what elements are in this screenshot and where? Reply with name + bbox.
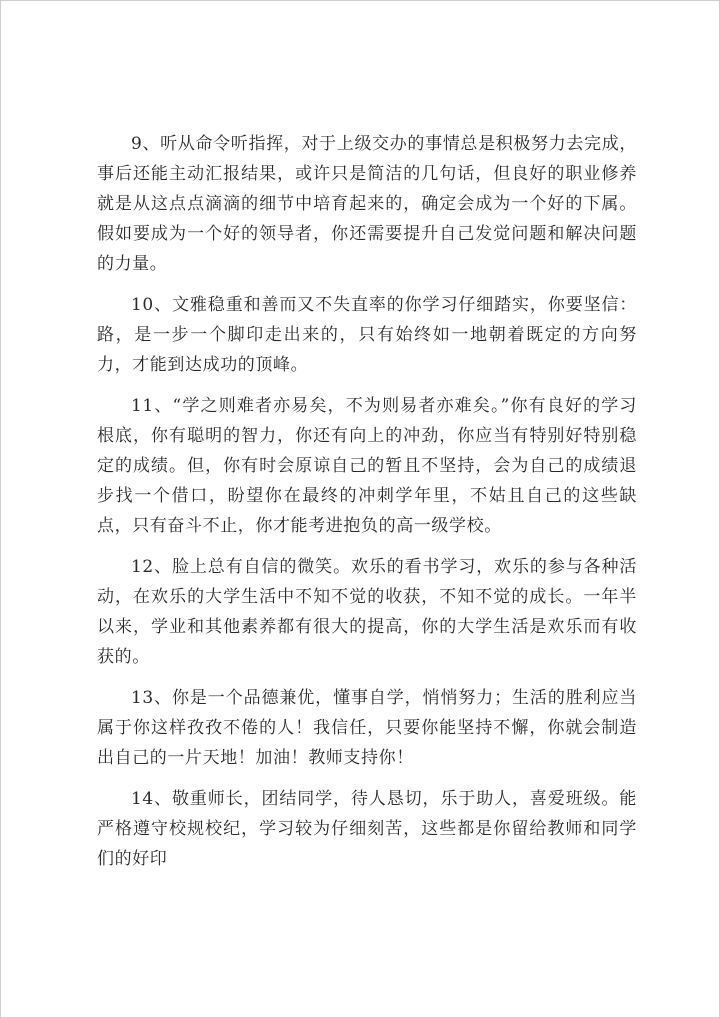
paragraph-10: 10、文雅稳重和善而又不失直率的你学习仔细踏实，你要坚信：路，是一步一个脚印走出来的，只有始终如一地朝着既定的方向努力，才能到达成功的顶峰。 — [97, 295, 637, 375]
paragraph-14: 14、敬重师长，团结同学，待人恳切，乐于助人，喜爱班级。能严格遵守校规校纪，学习较为仔细刻苦，这些都是你留给教师和同学们的好印 — [97, 789, 637, 869]
paragraph-13: 13、你是一个品德兼优，懂事自学，悄悄努力；生活的胜利应当属于你这样孜孜不倦的人！我信任，只要你能坚持不懈，你就会制造出自己的一片天地！加油！教师支持你！ — [97, 688, 637, 768]
paragraph-11: 11、“学之则难者亦易矣，不为则易者亦难矣。”你有良好的学习根底，你有聪明的智力，你还有向上的冲劲，你应当有特别好特别稳定的成绩。但，你有时会原谅自己的暂且不坚持，会为自己的成绩退步找一个借口，盼望你在最终的冲刺学年里，不姑且自己的这些缺点，只有奋斗不止，你才能考进抱负的高一级学校。 — [97, 396, 637, 536]
document-body — [97, 129, 637, 885]
paragraph-9: 9、听从命令听指挥，对于上级交办的事情总是积极努力去完成，事后还能主动汇报结果，或许只是简洁的几句话，但良好的职业修养就是从这点点滴滴的细节中培育起来的，确定会成为一个好的下属。假如要成为一个好的领导者，你还需要提升自己发觉问题和解决问题的力量。 — [97, 134, 637, 274]
paragraph-12: 12、脸上总有自信的微笑。欢乐的看书学习，欢乐的参与各种活动，在欢乐的大学生活中不知不觉的收获，不知不觉的成长。一年半以来，学业和其他素养都有很大的提高，你的大学生活是欢乐而有收获的。 — [97, 557, 637, 667]
